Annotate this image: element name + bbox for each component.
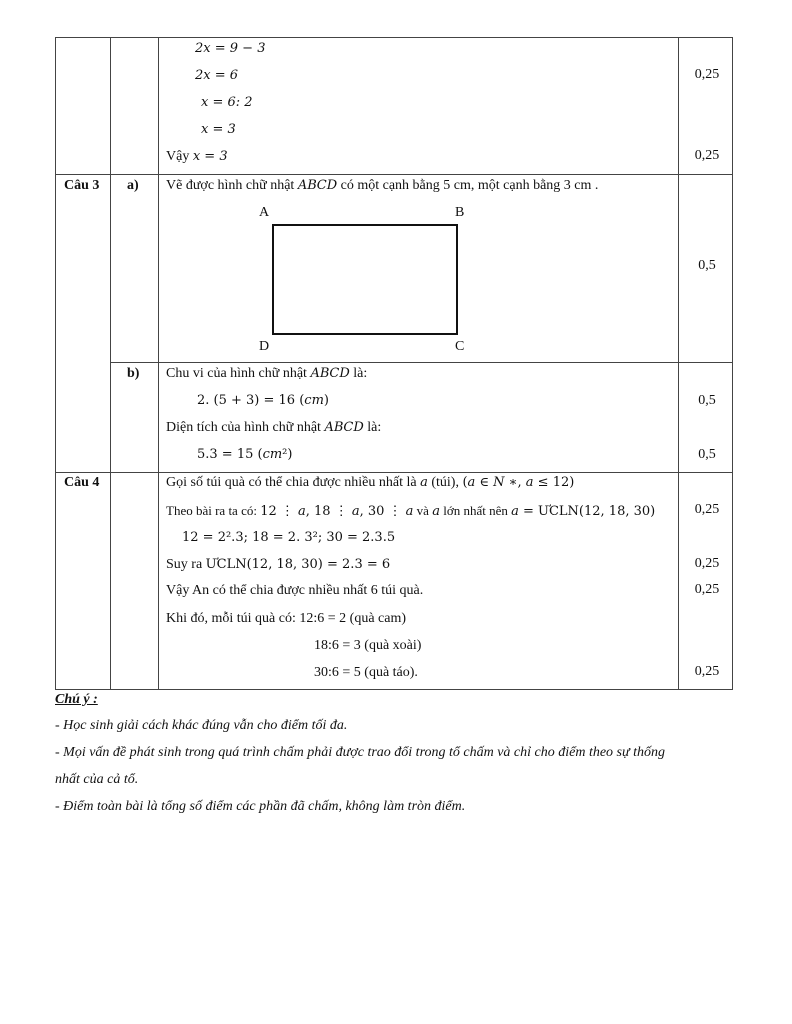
- cau3b-line-3-text: Diện tích của hình chữ nhật: [166, 420, 325, 435]
- cau2-conclusion-text: Vậy: [166, 149, 193, 164]
- cau4-line-2-math-2: 𝑎: [432, 504, 440, 519]
- row-divider-cau4: [56, 472, 732, 473]
- cau3b-line-1-suffix: là:: [349, 366, 368, 381]
- cau4-line-4-text: Suy ra: [166, 557, 206, 572]
- cau3a-text-2: có một cạnh bằng 5 cm, một cạnh bằng 3 cm .: [337, 178, 599, 193]
- col-divider-score: [678, 38, 679, 689]
- cau2-step-3: 𝑥 = 6: 2: [201, 95, 253, 110]
- cau4-line-4-math: ƯCLN(12, 18, 30) = 2.3 = 6: [205, 557, 391, 572]
- cau4-line-7: 18:6 = 3 (quà xoài): [314, 638, 422, 653]
- cau4-score-2: 0,25: [694, 556, 720, 571]
- cau4-line-2-text-2: và: [413, 503, 433, 518]
- cau3b-label: b): [127, 366, 140, 381]
- note-1: - Học sinh giải cách khác đúng vẫn cho điểm tối đa.: [55, 718, 348, 733]
- col-divider-part: [158, 38, 159, 689]
- cau3b-line-1: [166, 366, 367, 382]
- cau2-conclusion: [166, 149, 228, 165]
- cau4-score-3: 0,25: [694, 582, 720, 597]
- vertex-label-c: C: [455, 339, 465, 354]
- cau3b-line-1-math: 𝐴𝐵𝐶𝐷: [310, 366, 350, 381]
- cau3a-label: a): [127, 178, 139, 193]
- cau3b-line-3-suffix: là:: [363, 420, 382, 435]
- cau4-line-1-math-2: (𝑎 ∈ 𝑁 ∗, 𝑎 ≤ 12): [462, 475, 575, 490]
- cau4-line-2: [166, 503, 655, 520]
- cau2-step-1: 2𝑥 = 9 − 3: [195, 41, 266, 56]
- cau4-line-2-math-1: 12 ⋮ 𝑎, 18 ⋮ 𝑎, 30 ⋮ 𝑎: [260, 504, 414, 519]
- vertex-label-b: B: [455, 205, 465, 220]
- cau2-score-2: 0,25: [694, 148, 720, 163]
- cau4-line-8: 30:6 = 5 (quà táo).: [314, 665, 418, 680]
- cau3-label: Câu 3: [64, 178, 100, 193]
- cau4-line-2-text-3: lớn nhất nên: [439, 503, 512, 518]
- vertex-label-d: D: [259, 339, 270, 354]
- cau3a-score: 0,5: [698, 258, 716, 273]
- cau3b-score-1: 0,5: [698, 393, 716, 408]
- cau4-line-2-math-3: 𝑎 = ƯCLN(12, 18, 30): [511, 504, 656, 519]
- cau4-line-1-text-2: (túi),: [427, 475, 463, 490]
- cau2-step-4: 𝑥 = 3: [201, 122, 236, 137]
- cau2-score-1: 0,25: [694, 67, 720, 82]
- cau3a-text-1: Vẽ được hình chữ nhật: [166, 178, 298, 193]
- cau4-factorization: 12 = 2².3; 18 = 2. 3²; 30 = 2.3.5: [182, 530, 396, 545]
- row-divider-cau3: [56, 174, 732, 175]
- cau3b-score-2: 0,5: [698, 447, 716, 462]
- note-2-line-2: nhất của cả tổ.: [55, 772, 139, 787]
- cau4-line-1-text: Gọi số túi quà có thể chia được nhiều nhất là: [166, 475, 421, 490]
- rectangle-abcd: [272, 224, 458, 335]
- cau3b-perimeter: 2. (5 + 3) = 16 (𝑐𝑚): [197, 393, 329, 408]
- cau4-score-4: 0,25: [694, 664, 720, 679]
- cau4-line-1: [166, 475, 574, 491]
- cau4-line-1-math-1: 𝑎: [420, 475, 428, 490]
- notes-heading: Chú ý :: [55, 692, 98, 707]
- cau4-line-2-text: Theo bài ra ta có:: [166, 503, 261, 518]
- note-2-line-1: - Mọi vấn đề phát sinh trong quá trình chấm phải được trao đổi trong tổ chấm và chỉ cho điểm theo sự thống: [55, 745, 666, 760]
- cau4-conclusion: Vậy An có thể chia được nhiều nhất 6 túi quà.: [166, 583, 424, 598]
- cau4-line-4: [166, 557, 390, 573]
- note-3: - Điểm toàn bài là tổng số điểm các phần đã chấm, không làm tròn điểm.: [55, 799, 466, 814]
- vertex-label-a: A: [259, 205, 270, 220]
- cau2-conclusion-math: 𝑥 = 3: [192, 149, 228, 164]
- row-divider-cau3b: [110, 362, 732, 363]
- cau4-label: Câu 4: [64, 475, 100, 490]
- cau3a-text: [166, 178, 598, 194]
- cau3b-area: 5.3 = 15 (𝑐𝑚²): [197, 447, 293, 462]
- cau4-line-6: Khi đó, mỗi túi quà có: 12:6 = 2 (quà cam): [166, 611, 407, 626]
- cau3a-text-math: 𝐴𝐵𝐶𝐷: [297, 178, 338, 193]
- col-divider-question: [110, 38, 111, 689]
- cau3b-line-3: [166, 420, 381, 436]
- cau3b-line-1-text: Chu vi của hình chữ nhật: [166, 366, 311, 381]
- grading-table: [55, 37, 733, 690]
- cau3b-line-3-math: 𝐴𝐵𝐶𝐷: [324, 420, 364, 435]
- cau4-score-1: 0,25: [694, 502, 720, 517]
- cau2-step-2: 2𝑥 = 6: [195, 68, 239, 83]
